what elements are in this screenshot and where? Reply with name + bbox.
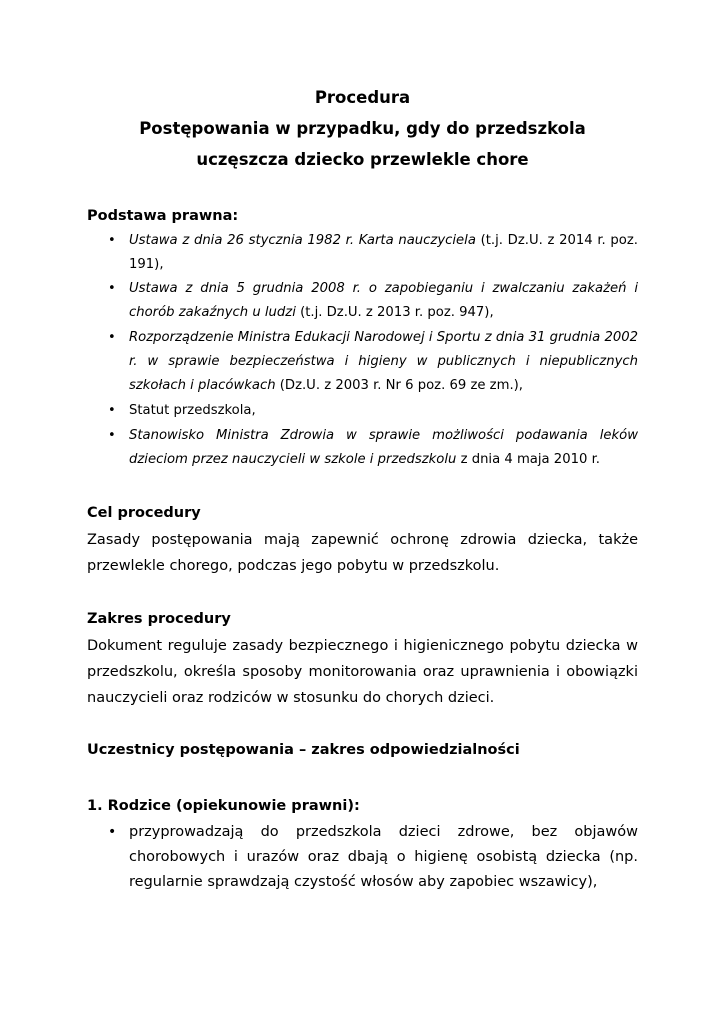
bullet-icon: • xyxy=(108,403,116,418)
goal-heading: Cel procedury xyxy=(87,505,201,521)
scope-heading: Zakres procedury xyxy=(87,611,231,627)
bullet-icon: • xyxy=(108,824,117,840)
law-reference: (t.j. Dz.U. z 2014 r. poz. 191), xyxy=(129,233,638,272)
law-reference: (Dz.U. z 2003 r. Nr 6 poz. 69 ze zm.), xyxy=(275,378,523,393)
title-line-1: Procedura xyxy=(314,88,411,107)
law-reference: z dnia 4 maja 2010 r. xyxy=(456,452,600,467)
law-title: Ustawa z dnia 5 grudnia 2008 r. o zapobieganiu i zwalczaniu zakażeń i chorób zakaźnych u ludzi xyxy=(129,281,638,320)
title-line-2: Postępowania w przypadku, gdy do przedszkola xyxy=(139,119,586,138)
law-reference: (t.j. Dz.U. z 2013 r. poz. 947), xyxy=(295,305,494,320)
goal-text: Zasady postępowania mają zapewnić ochronę zdrowia dziecka, także przewlekle chorego, podczas jego pobytu w przedszkolu. xyxy=(87,532,638,574)
parents-duty-text: przyprowadzają do przedszkola dzieci zdrowe, bez objawów chorobowych i urazów oraz dbają o higienę osobistą dziecka (np. regularnie sprawdzają czystość włosów aby zapobiec wszawicy), xyxy=(129,824,638,890)
law-title: Ustawa z dnia 26 stycznia 1982 r. Karta nauczyciela xyxy=(129,233,476,248)
law-title: Rozporządzenie Ministra Edukacji Narodowej i Sportu z dnia 31 grudnia 2002 r. w sprawie bezpieczeństwa i higieny w publicznych i niepublicznych szkołach i placówkach xyxy=(129,330,638,393)
bullet-icon: • xyxy=(108,233,116,248)
title-line-3: uczęszcza dziecko przewlekle chore xyxy=(196,150,529,169)
bullet-icon: • xyxy=(108,428,116,443)
scope-text: Dokument reguluje zasady bezpiecznego i higienicznego pobytu dziecka w przedszkolu, określa sposoby monitorowania oraz uprawnienia i obowiązki nauczycieli oraz rodziców w stosunku do chorych dzieci. xyxy=(87,638,638,706)
participants-heading: Uczestnicy postępowania – zakres odpowiedzialności xyxy=(87,742,520,758)
bullet-icon: • xyxy=(108,330,116,345)
law-title: Stanowisko Ministra Zdrowia w sprawie możliwości podawania leków dzieciom przez nauczycieli w szkole i przedszkolu xyxy=(129,428,638,467)
parents-heading: 1. Rodzice (opiekunowie prawni): xyxy=(87,798,360,814)
legal-basis-heading: Podstawa prawna: xyxy=(87,208,239,224)
law-reference: Statut przedszkola, xyxy=(129,403,256,418)
bullet-icon: • xyxy=(108,281,116,296)
